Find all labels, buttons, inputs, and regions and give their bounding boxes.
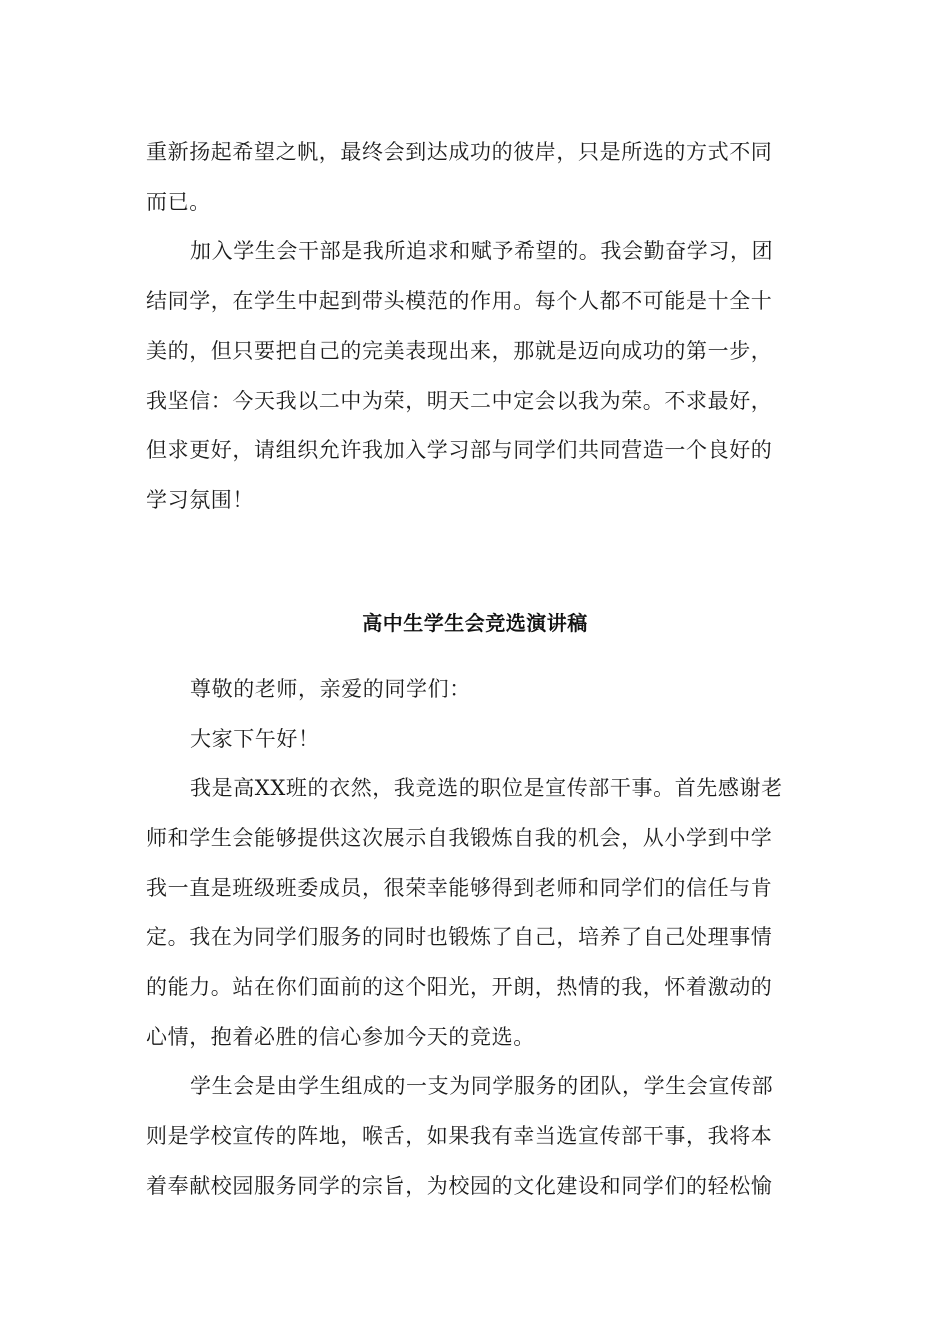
paragraph-line: 我是高XX班的衣然，我竞选的职位是宣传部干事。首先感谢老: [190, 776, 783, 800]
paragraph-line: 心情，抱着必胜的信心参加今天的竞选。: [146, 1025, 535, 1049]
paragraph-line: 学习氛围！: [146, 488, 254, 512]
document-title: 高中生学生会竞选演讲稿: [362, 611, 588, 635]
paragraph-line: 但求更好，请组织允许我加入学习部与同学们共同营造一个良好的: [146, 438, 773, 462]
salutation: 尊敬的老师，亲爱的同学们：: [190, 677, 471, 701]
paragraph-line: 我坚信：今天我以二中为荣，明天二中定会以我为荣。不求最好，: [146, 389, 773, 413]
paragraph-line: 师和学生会能够提供这次展示自我锻炼自我的机会，从小学到中学: [146, 826, 773, 850]
paragraph-line: 的能力。站在你们面前的这个阳光，开朗，热情的我，怀着激动的: [146, 975, 773, 999]
paragraph-line: 加入学生会干部是我所追求和赋予希望的。我会勤奋学习，团: [190, 239, 774, 263]
paragraph-line: 则是学校宣传的阵地，喉舌，如果我有幸当选宣传部干事，我将本: [146, 1124, 773, 1148]
paragraph-line: 结同学，在学生中起到带头模范的作用。每个人都不可能是十全十: [146, 289, 773, 313]
greeting: 大家下午好！: [190, 727, 320, 751]
intro-line: 重新扬起希望之帆，最终会到达成功的彼岸，只是所选的方式不同: [146, 140, 773, 164]
paragraph-line: 美的，但只要把自己的完美表现出来，那就是迈向成功的第一步，: [146, 339, 773, 363]
paragraph-line: 定。我在为同学们服务的同时也锻炼了自己，培养了自己处理事情: [146, 925, 773, 949]
paragraph-line: 学生会是由学生组成的一支为同学服务的团队，学生会宣传部: [190, 1074, 774, 1098]
intro-line: 而已。: [146, 190, 211, 214]
paragraph-line: 我一直是班级班委成员，很荣幸能够得到老师和同学们的信任与肯: [146, 876, 773, 900]
paragraph-line: 着奉献校园服务同学的宗旨，为校园的文化建设和同学们的轻松愉: [146, 1174, 773, 1198]
